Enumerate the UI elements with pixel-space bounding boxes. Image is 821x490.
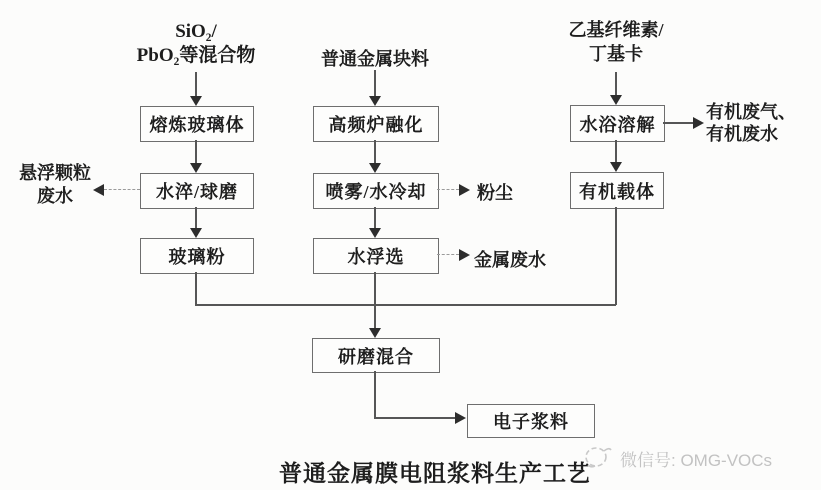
dashed-connector-dust (437, 189, 459, 190)
input-cellulose-line1: 乙基纤维素/ (568, 20, 664, 40)
process-box-label: 有机载体 (579, 181, 655, 202)
arrowhead-down-icon (369, 96, 381, 106)
byproduct-label-suspended-wastewater (8, 162, 102, 208)
byproduct-suspended-line2: 废水 (37, 186, 73, 206)
diagram-caption: 普通金属膜电阻浆料生产工艺 (279, 461, 591, 486)
input-glass-mix-line1: SiO₂/ (175, 21, 217, 42)
connector-b6-to-b7 (374, 272, 376, 328)
process-box-label: 研磨混合 (338, 346, 414, 367)
process-box-label: 水浴溶解 (579, 114, 656, 135)
process-box-melt-glass (140, 106, 254, 142)
process-box-hf-furnace-melt (313, 106, 439, 142)
process-box-waterbath-dissolve (570, 105, 665, 142)
merge-line (195, 304, 616, 306)
connector-b7-elbow-down (374, 371, 376, 418)
arrowhead-down-icon (190, 96, 202, 106)
dashed-connector-suspended-waste (104, 189, 140, 190)
arrowhead-right-icon (455, 412, 466, 424)
arrowhead-down-icon (369, 228, 381, 238)
connector-b1-to-b2 (195, 140, 197, 163)
process-box-label: 水浮选 (347, 247, 405, 267)
arrowhead-down-icon (190, 163, 202, 173)
connector-b7-elbow-right (374, 417, 455, 419)
process-box-label: 水淬/球磨 (155, 182, 238, 202)
process-box-electronic-paste (467, 404, 595, 438)
dashed-connector-metal-wastewater (437, 254, 459, 255)
connector-b4-to-b5 (374, 140, 376, 163)
arrowhead-down-icon (369, 163, 381, 173)
input-cellulose-line2: 丁基卡 (589, 44, 643, 64)
byproduct-organic-line1: 有机废气、 (706, 102, 796, 122)
process-box-spray-water-cool (313, 173, 439, 209)
connector-metal-to-b4 (374, 70, 376, 96)
byproduct-suspended-line1: 悬浮颗粒 (19, 163, 91, 183)
process-box-quench-ballmill (140, 173, 254, 209)
connector-b3-to-merge (195, 272, 197, 305)
byproduct-label-organic-waste (706, 101, 796, 145)
process-box-label: 高频炉融化 (328, 115, 424, 135)
input-label-cellulose (556, 18, 676, 66)
arrowhead-down-icon (369, 328, 381, 338)
connector-glassmix-to-b1 (195, 72, 197, 96)
process-box-label: 玻璃粉 (168, 247, 226, 267)
watermark (582, 443, 772, 474)
process-box-glass-powder (140, 238, 254, 274)
connector-b2-to-b3 (195, 207, 197, 228)
process-box-label: 电子浆料 (493, 412, 569, 432)
wechat-mascot-icon (582, 443, 614, 474)
connector-b5-to-b6 (374, 207, 376, 228)
process-box-water-flotation (313, 238, 439, 274)
connector-b9-to-b10 (615, 140, 617, 162)
arrowhead-down-icon (610, 95, 622, 105)
arrowhead-right-icon (693, 117, 704, 129)
byproduct-organic-line2: 有机废水 (706, 124, 778, 144)
process-box-label: 熔炼玻璃体 (149, 115, 245, 135)
arrowhead-down-icon (190, 228, 202, 238)
arrowhead-down-icon (610, 162, 622, 172)
input-metal-block: 普通金属块料 (321, 49, 429, 69)
arrowhead-right-icon (459, 184, 470, 196)
input-label-glass-mix (116, 20, 276, 68)
arrowhead-right-icon (459, 249, 470, 261)
process-box-organic-vehicle (570, 172, 664, 209)
watermark-label: 微信号: OMG-VOCs (620, 451, 773, 470)
connector-b10-to-merge (615, 207, 617, 305)
process-box-grind-mix (312, 338, 440, 373)
input-glass-mix-line2: PbO₂等混合物 (136, 45, 256, 66)
connector-cellulose-to-b9 (615, 72, 617, 95)
byproduct-label-dust: 粉尘 (477, 183, 513, 203)
byproduct-label-metal-wastewater: 金属废水 (474, 250, 546, 270)
input-label-metal-block (315, 45, 435, 71)
connector-organic-waste (663, 122, 693, 124)
process-box-label: 喷雾/水冷却 (325, 182, 427, 202)
